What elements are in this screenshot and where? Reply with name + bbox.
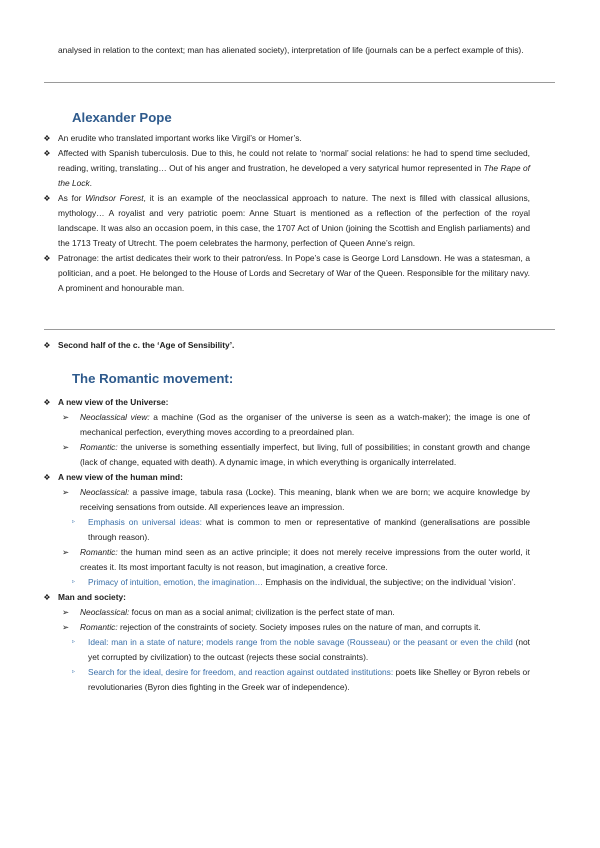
diamond-bullet-icon: ❖ bbox=[43, 134, 51, 143]
triangle-bullet-icon: ▹ bbox=[72, 639, 76, 645]
arrow-bullet-icon: ➢ bbox=[62, 487, 70, 497]
diamond-bullet-icon: ❖ bbox=[43, 254, 51, 263]
arrow-bullet-icon: ➢ bbox=[62, 547, 70, 557]
list-item: ❖ A new view of the human mind: bbox=[40, 470, 530, 485]
divider bbox=[44, 82, 555, 83]
list-item: ❖ As for Windsor Forest, it is an example of the neoclassical approach to nature. The next is filled with classical allusions, mythology… A royalist and very patriotic poem: Anne Stuart is mentioned as a reflection of the perfection of the royal landscape. It was also an occasion poem, in this case, the 1707 Act of Union (joining the Scottish and English parliaments) and the 1713 Treaty of Utrecht. The poem celebrates the harmony, perfection of Queen Anne’s reign. bbox=[40, 191, 530, 251]
sub-sub-list-item: ▹ Emphasis on universal ideas: what is common to men or representative of mankind (generalisations are possible through reason). bbox=[72, 517, 531, 542]
list-item: ❖ Man and society: bbox=[40, 590, 530, 605]
list-item bbox=[40, 485, 530, 590]
list-item: ❖ Affected with Spanish tuberculosis. Due to this, he could not relate to ‘normal’ social relations: he had to spend time secluded, reading, writing, translating… Out of his anger and frustration, he developed a very satyrical humor represented in The Rape of the Lock. bbox=[40, 146, 530, 191]
sub-list-item: ➢ Romantic: the human mind seen as an active principle; it does not merely receive impressions from the outer world, it creates it. Its most important faculty is not reason, but imagination, a creative force. bbox=[62, 547, 530, 572]
diamond-bullet-icon: ❖ bbox=[43, 194, 51, 203]
diamond-bullet-icon: ❖ bbox=[43, 341, 51, 350]
arrow-bullet-icon: ➢ bbox=[62, 412, 70, 422]
section-heading-pope: Alexander Pope bbox=[72, 110, 172, 125]
diamond-bullet-icon: ❖ bbox=[43, 398, 51, 407]
divider bbox=[44, 329, 555, 330]
sub-sub-list-item: ▹ Ideal: man in a state of nature; models range from the noble savage (Rousseau) or the peasant or even the child (not yet corrupted by civilization) to the outcast (rejects these social constraints). bbox=[72, 637, 530, 662]
sub-list-item: ➢ Romantic: rejection of the constraints of society. Society imposes rules on the nature of man, and corrupts it. bbox=[40, 620, 530, 635]
triangle-bullet-icon: ▹ bbox=[72, 579, 76, 585]
sub-list-item: ➢ Neoclassical: a passive image, tabula rasa (Locke). This meaning, blank when we are born; we acquire knowledge by receiving sensations from outside. All experiences leave an impression. bbox=[62, 487, 530, 512]
list-item bbox=[40, 410, 530, 470]
arrow-bullet-icon: ➢ bbox=[62, 622, 70, 632]
sub-sub-list-item: ▹ Search for the ideal, desire for freedom, and reaction against outdated institutions: poets like Shelley or Byron rebels or revolutionaries (Byron dies fighting in the Greek war of independence). bbox=[72, 667, 530, 692]
sensibility-list bbox=[40, 338, 530, 353]
diamond-bullet-icon: ❖ bbox=[43, 593, 51, 602]
triangle-bullet-icon: ▹ bbox=[72, 519, 76, 525]
list-item: ❖ Patronage: the artist dedicates their work to their patron/ess. In Pope’s case is George Lord Lansdown. He was a statesman, a politician, and a poet. He belonged to the House of Lords and Secretary of War of the Queen. Responsible for the military navy. A prominent and honourable man. bbox=[40, 251, 530, 296]
list-item: ❖ An erudite who translated important works like Virgil’s or Homer’s. bbox=[40, 131, 530, 146]
triangle-bullet-icon: ▹ bbox=[72, 669, 76, 675]
romantic-list bbox=[40, 395, 530, 695]
sub-list-item: ➢ Romantic: the universe is something essentially imperfect, but living, full of possibilities; in constant growth and change (lack of change, equated with death). A dynamic image, in which everything is organically interrelated. bbox=[62, 442, 530, 467]
diamond-bullet-icon: ❖ bbox=[43, 149, 51, 158]
sub-sub-list-item: ▹ Primacy of intuition, emotion, the imagination… Emphasis on the individual, the subjective; on the individual ‘vision’. bbox=[40, 575, 530, 590]
list-item: ❖ Second half of the c. the ‘Age of Sensibility’. bbox=[40, 338, 530, 353]
arrow-bullet-icon: ➢ bbox=[62, 442, 70, 452]
sub-list-item: ➢ Neoclassical view: a machine (God as the organiser of the universe is seen as a watch-maker); the image is one of mechanical perfection, everything moves according to a preordained plan. bbox=[62, 412, 530, 437]
pope-list bbox=[40, 131, 530, 296]
arrow-bullet-icon: ➢ bbox=[62, 607, 70, 617]
section-heading-romantic: The Romantic movement: bbox=[72, 371, 234, 386]
list-item bbox=[40, 605, 530, 695]
diamond-bullet-icon: ❖ bbox=[43, 473, 51, 482]
sub-list-item: ➢ Neoclassical: focus on man as a social animal; civilization is the perfect state of man. bbox=[40, 605, 530, 620]
intro-paragraph: analysed in relation to the context; man has alienated society), interpretation of life (journals can be a perfect example of this). bbox=[58, 45, 524, 55]
list-item: ❖ A new view of the Universe: bbox=[40, 395, 530, 410]
